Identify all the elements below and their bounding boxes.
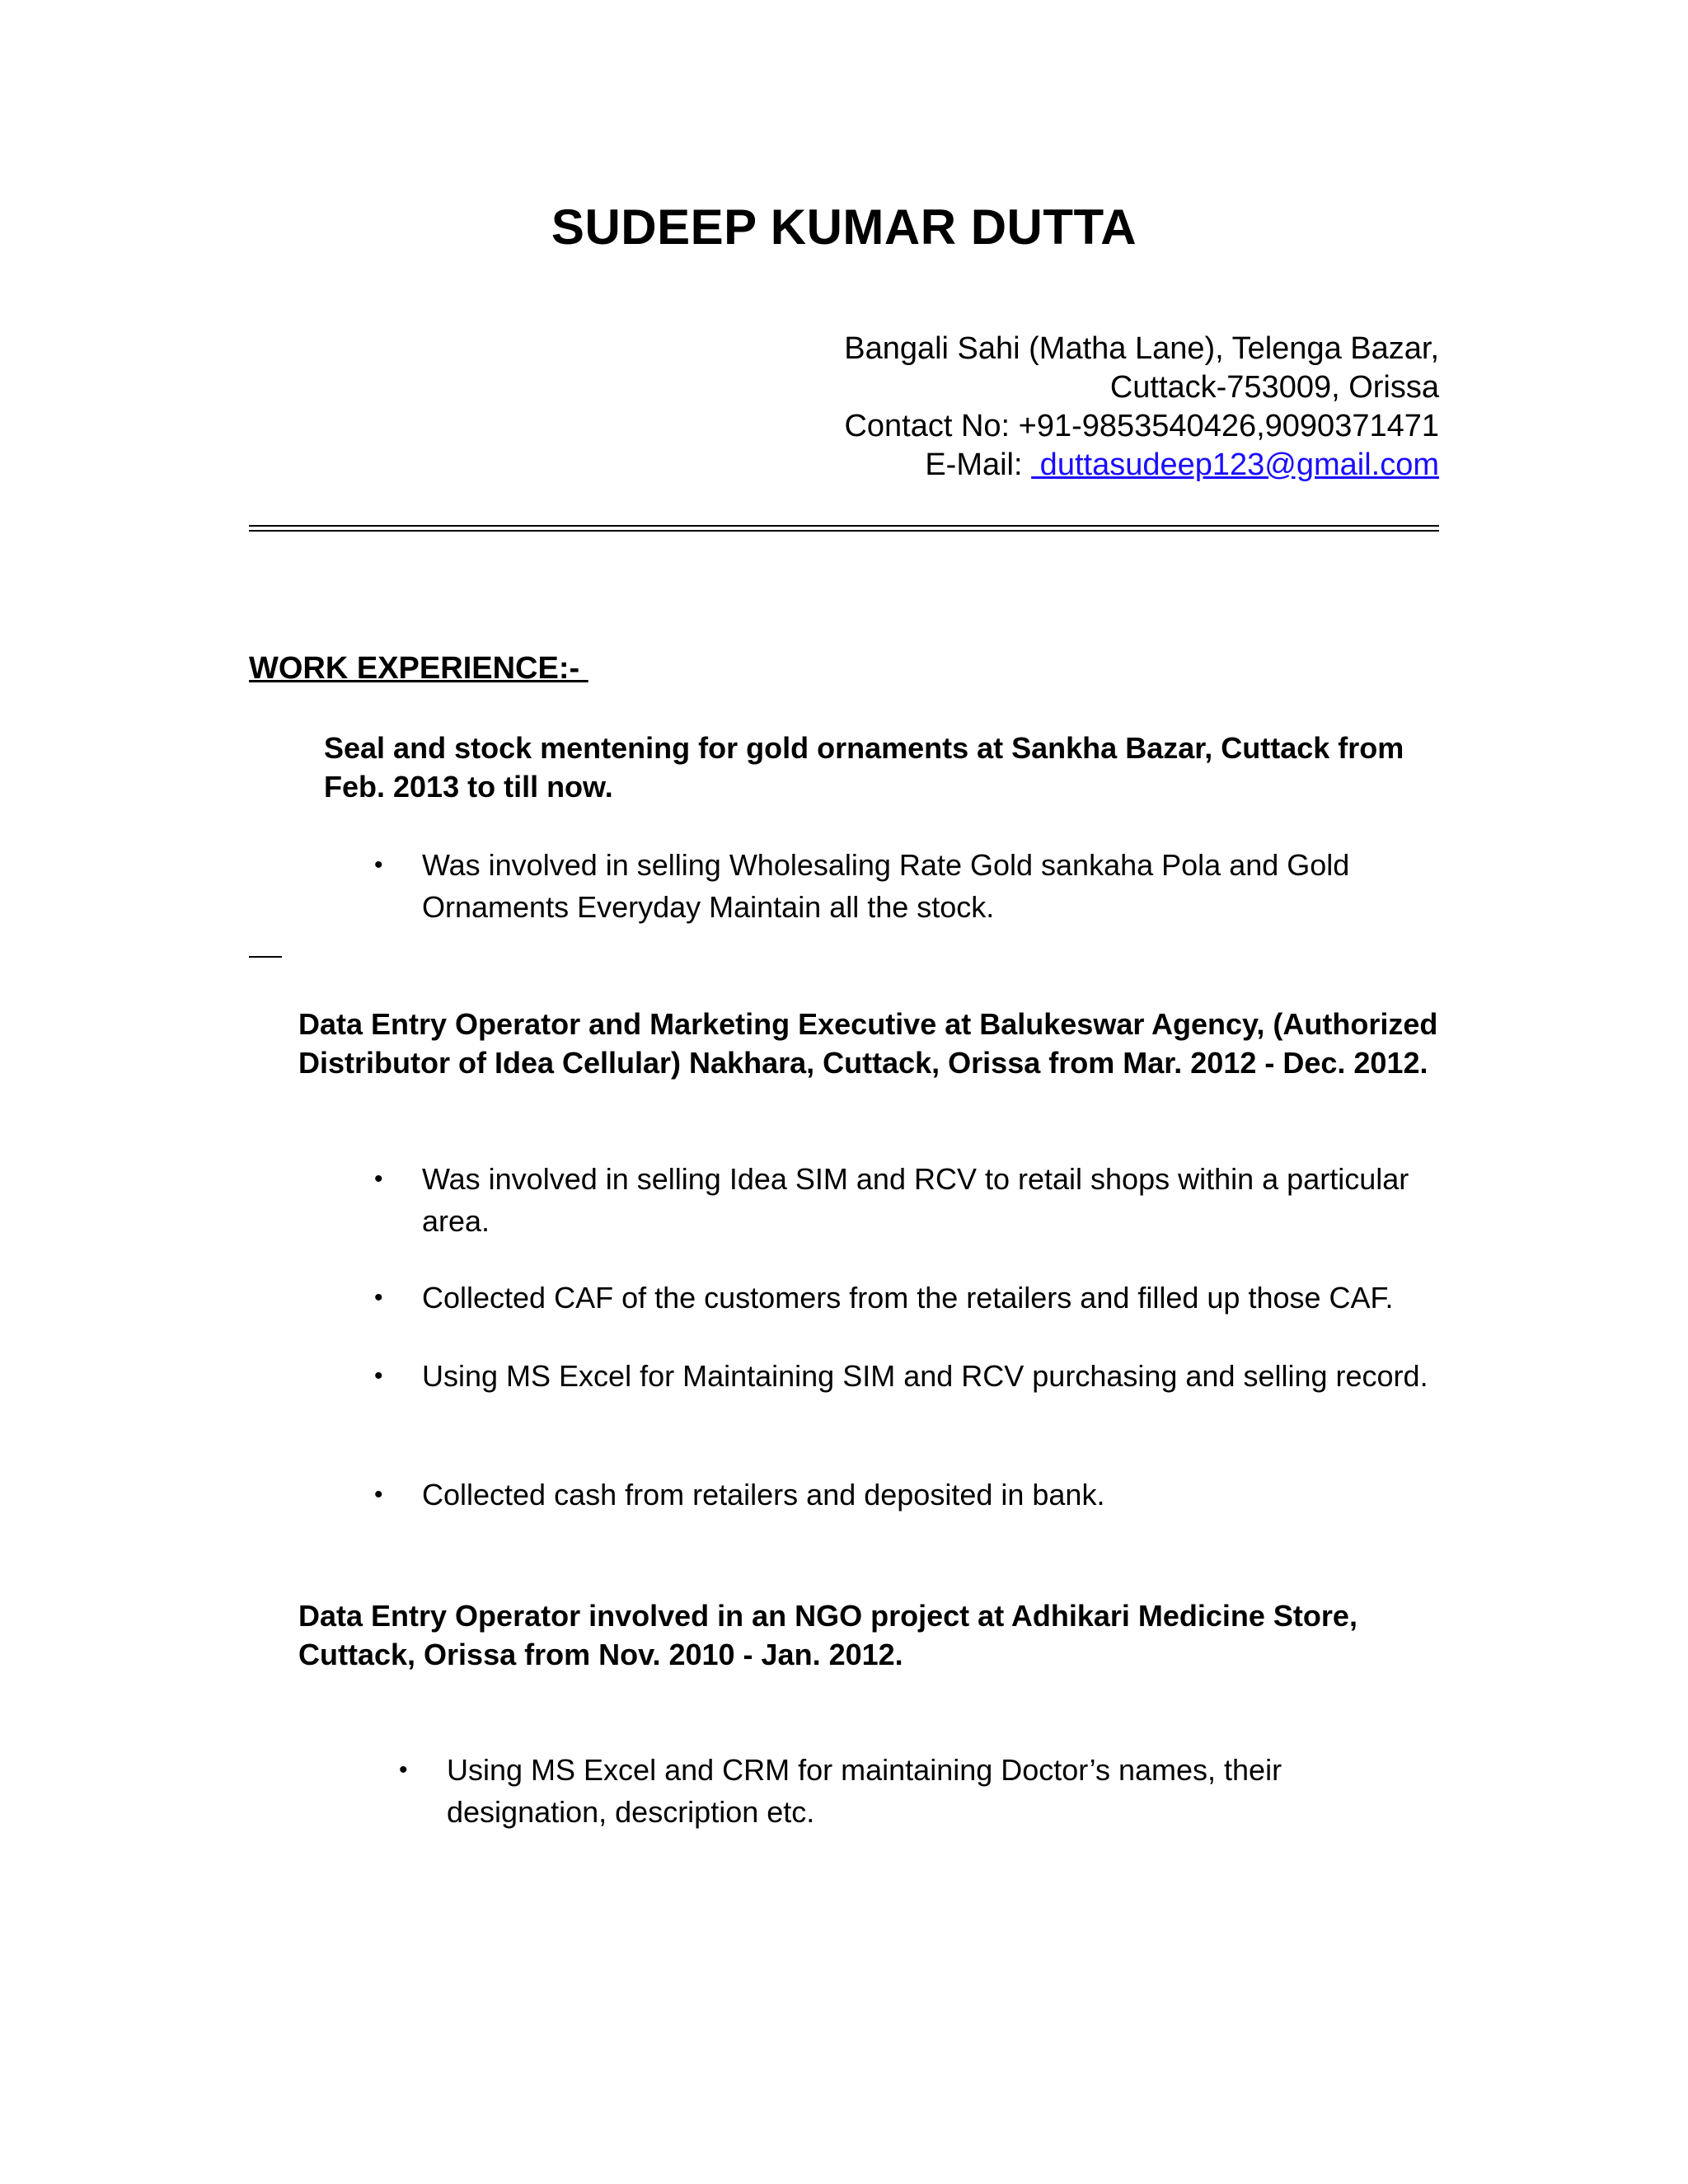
bullet-icon: •: [399, 1756, 408, 1783]
job-title-3: Data Entry Operator involved in an NGO project at Adhikari Medicine Store, Cuttack, Orissa from Nov. 2010 - Jan. 2012.: [298, 1599, 1357, 1671]
email-label: E-Mail:: [925, 448, 1032, 482]
job-2-bullet-1: [374, 1158, 1444, 1242]
stray-dash-mark: [249, 956, 282, 958]
job-1-bullet-1: [374, 844, 1444, 928]
bullet-icon: •: [374, 1165, 383, 1193]
bullet-text: Collected cash from retailers and deposited in bank.: [422, 1478, 1105, 1511]
bullet-text: Using MS Excel and CRM for maintaining Doctor’s names, their designation, description etc.: [447, 1753, 1282, 1829]
email-link[interactable]: duttasudeep123@gmail.com: [1031, 448, 1439, 482]
contact-block: [844, 330, 1439, 485]
candidate-name: SUDEEP KUMAR DUTTA: [551, 199, 1137, 255]
email-line: [844, 446, 1439, 485]
address-line-1: Bangali Sahi (Matha Lane), Telenga Bazar,: [844, 331, 1439, 366]
bullet-text: Using MS Excel for Maintaining SIM and RCV purchasing and selling record.: [422, 1359, 1428, 1393]
address-line-2: Cuttack-753009, Orissa: [1109, 370, 1439, 405]
bullet-text: Collected CAF of the customers from the retailers and filled up those CAF.: [422, 1281, 1394, 1315]
job-3-bullet-1: [399, 1749, 1444, 1833]
bullet-icon: •: [374, 1284, 383, 1311]
header-divider-bottom: [249, 530, 1439, 532]
contact-number: Contact No: +91-9853540426,9090371471: [844, 409, 1439, 443]
bullet-icon: •: [374, 851, 383, 879]
header-divider-top: [249, 525, 1439, 527]
bullet-icon: •: [374, 1481, 383, 1508]
job-title-1: Seal and stock mentening for gold ornaments at Sankha Bazar, Cuttack from Feb. 2013 to till now.: [324, 731, 1404, 804]
job-title-2: Data Entry Operator and Marketing Executive at Balukeswar Agency, (Authorized Distributor of Idea Cellular) Nakhara, Cuttack, Orissa from Mar. 2012 - Dec. 2012.: [298, 1007, 1438, 1080]
bullet-icon: •: [374, 1362, 383, 1390]
job-2-bullet-3: [374, 1355, 1444, 1397]
bullet-text: Was involved in selling Idea SIM and RCV to retail shops within a particular area.: [422, 1162, 1409, 1238]
bullet-text: Was involved in selling Wholesaling Rate Gold sankaha Pola and Gold Ornaments Everyday Maintain all the stock.: [422, 848, 1350, 924]
job-2-bullet-4: [374, 1474, 1444, 1516]
job-2-bullet-2: [374, 1277, 1444, 1319]
work-experience-heading: WORK EXPERIENCE:-: [249, 651, 588, 686]
